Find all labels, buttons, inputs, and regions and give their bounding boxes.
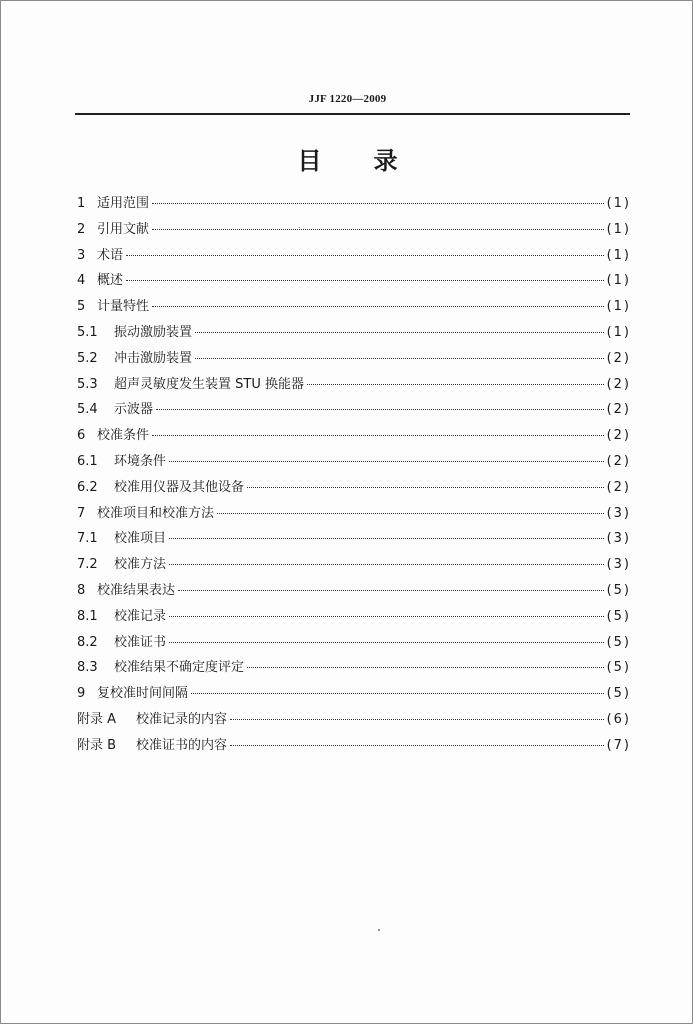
toc-page: (1) <box>606 247 631 263</box>
toc-title: 概述 <box>97 273 124 289</box>
toc-number: 7.1 <box>77 531 98 547</box>
toc-title: 校准条件 <box>97 428 150 444</box>
table-of-contents <box>77 191 631 759</box>
title-char: 目 <box>297 146 322 175</box>
toc-number: 5.2 <box>77 350 98 366</box>
toc-page: (3) <box>606 505 631 521</box>
toc-number: 1 <box>77 196 86 211</box>
toc-number: 附录 A <box>77 711 117 727</box>
title-char: 录 <box>373 146 398 175</box>
toc-title: 冲击激励装置 <box>114 350 193 366</box>
scan-speck <box>299 227 300 228</box>
toc-entry <box>77 604 631 630</box>
toc-page: (5) <box>606 686 631 702</box>
dot-leader <box>152 229 604 230</box>
toc-entry <box>77 217 631 243</box>
dot-leader <box>152 435 604 436</box>
dot-leader <box>169 538 604 539</box>
toc-entry <box>77 294 631 320</box>
toc-page: (6) <box>606 711 631 727</box>
toc-title: 示波器 <box>114 402 154 418</box>
toc-entry <box>77 423 631 449</box>
toc-page: (3) <box>606 557 631 573</box>
toc-entry <box>77 501 631 527</box>
toc-entry <box>77 268 631 294</box>
toc-number: 附录 B <box>77 737 117 753</box>
toc-page: (1) <box>606 299 631 315</box>
dot-leader <box>169 616 604 617</box>
toc-title: 振动激励装置 <box>114 324 193 340</box>
toc-number: 6.2 <box>77 479 98 495</box>
toc-entry <box>77 372 631 398</box>
toc-entry <box>77 681 631 707</box>
toc-page: (5) <box>606 634 631 650</box>
dot-leader <box>195 332 604 333</box>
toc-number: 8.1 <box>77 608 98 624</box>
page-title <box>1 141 693 176</box>
toc-title: 校准结果不确定度评定 <box>114 660 245 676</box>
toc-entry <box>77 320 631 346</box>
toc-title: 校准记录 <box>114 608 167 624</box>
toc-title: 适用范围 <box>97 196 150 211</box>
dot-leader <box>230 719 604 720</box>
toc-entry <box>77 397 631 423</box>
toc-entry <box>77 449 631 475</box>
toc-page: (2) <box>606 428 631 444</box>
toc-title: 引用文献 <box>97 221 150 237</box>
dot-leader <box>169 564 604 565</box>
toc-number: 8.2 <box>77 634 98 650</box>
toc-title: 环境条件 <box>114 453 167 469</box>
dot-leader <box>247 487 604 488</box>
toc-number: 8.3 <box>77 660 98 676</box>
dot-leader <box>247 667 604 668</box>
toc-entry <box>77 578 631 604</box>
toc-number: 6.1 <box>77 453 98 469</box>
toc-page: (1) <box>606 196 631 211</box>
toc-number: 5.4 <box>77 402 98 418</box>
dot-leader <box>169 642 604 643</box>
toc-page: (5) <box>606 660 631 676</box>
toc-number: 2 <box>77 221 86 237</box>
toc-entry <box>77 707 631 733</box>
toc-entry <box>77 655 631 681</box>
toc-title: 校准项目 <box>114 531 167 547</box>
toc-page: (3) <box>606 531 631 547</box>
standard-code-header: JJF 1220—2009 <box>308 93 387 105</box>
toc-entry <box>77 733 631 759</box>
toc-page: (7) <box>606 737 631 753</box>
toc-entry <box>77 630 631 656</box>
header-rule <box>75 113 630 115</box>
toc-number: 6 <box>77 428 86 444</box>
toc-number: 5 <box>77 299 86 315</box>
dot-leader <box>152 203 604 204</box>
toc-page: (1) <box>606 273 631 289</box>
dot-leader <box>217 513 604 514</box>
dot-leader <box>169 461 604 462</box>
toc-page: (2) <box>606 376 631 392</box>
dot-leader <box>307 384 604 385</box>
toc-page: (2) <box>606 479 631 495</box>
dot-leader <box>195 358 604 359</box>
dot-leader <box>126 280 604 281</box>
toc-title: 计量特性 <box>97 299 150 315</box>
toc-title: 复校准时间间隔 <box>97 686 189 702</box>
toc-title: 校准证书 <box>114 634 167 650</box>
toc-number: 7.2 <box>77 557 98 573</box>
toc-title: 校准项目和校准方法 <box>97 505 215 521</box>
toc-page: (2) <box>606 350 631 366</box>
toc-entry <box>77 475 631 501</box>
toc-title: 校准记录的内容 <box>136 711 228 727</box>
toc-page: (1) <box>606 221 631 237</box>
toc-page: (5) <box>606 582 631 598</box>
toc-title: 校准用仪器及其他设备 <box>114 479 245 495</box>
dot-leader <box>152 306 604 307</box>
toc-title: 超声灵敏度发生装置 STU 换能器 <box>114 376 304 392</box>
toc-number: 4 <box>77 273 86 289</box>
toc-number: 8 <box>77 582 86 598</box>
toc-entry <box>77 243 631 269</box>
scan-speck <box>378 929 380 931</box>
dot-leader <box>126 255 604 256</box>
toc-page: (1) <box>606 324 631 340</box>
toc-title: 术语 <box>97 247 124 263</box>
toc-page: (2) <box>606 402 631 418</box>
toc-number: 9 <box>77 686 86 702</box>
dot-leader <box>178 590 604 591</box>
toc-title: 校准证书的内容 <box>136 737 228 753</box>
toc-entry <box>77 552 631 578</box>
toc-title: 校准结果表达 <box>97 582 176 598</box>
toc-title: 校准方法 <box>114 557 167 573</box>
toc-entry <box>77 346 631 372</box>
toc-page: (2) <box>606 453 631 469</box>
toc-number: 3 <box>77 247 86 263</box>
toc-number: 7 <box>77 505 86 521</box>
dot-leader <box>191 693 604 694</box>
toc-number: 5.3 <box>77 376 98 392</box>
toc-entry <box>77 526 631 552</box>
toc-number: 5.1 <box>77 324 98 340</box>
toc-entry <box>77 191 631 217</box>
dot-leader <box>156 409 604 410</box>
toc-page: (5) <box>606 608 631 624</box>
dot-leader <box>230 745 604 746</box>
